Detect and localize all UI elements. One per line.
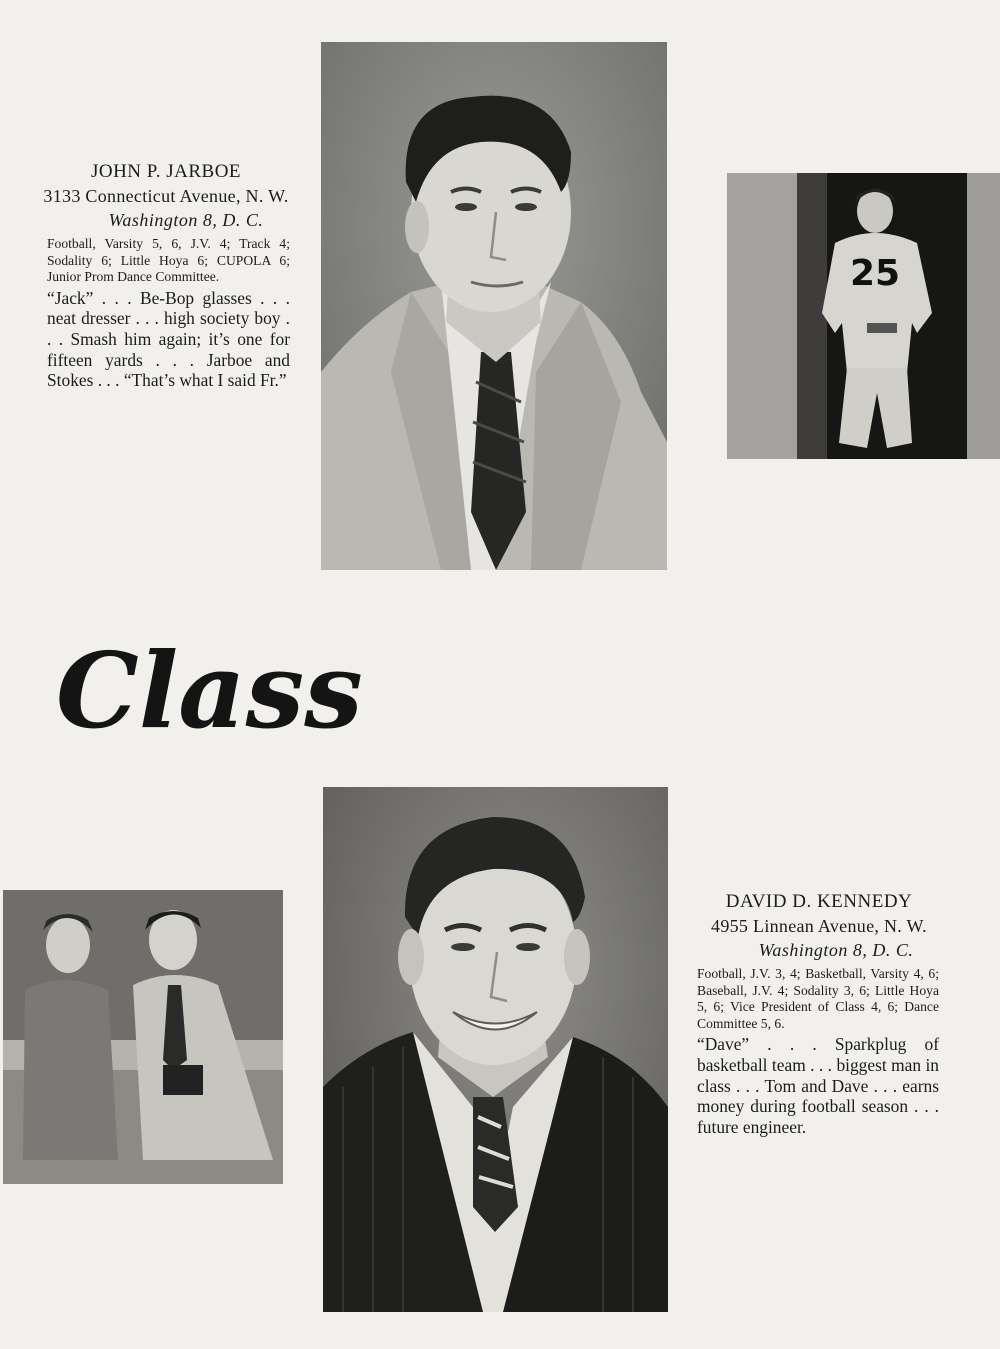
personal-remarks: “Dave” . . . Sparkplug of basketball team . . . biggest man in class . . . Tom and Dave . . . earns money during football season . . . future engineer. <box>697 1034 939 1137</box>
street-address: 3133 Connecticut Avenue, N. W. <box>43 186 289 206</box>
student-name: JOHN P. JARBOE <box>90 161 242 182</box>
personal-remarks: “Jack” . . . Be-Bop glasses . . . neat dresser . . . high society boy . . . Smash him again; it’s one for fifteen yards . . . Jarboe and Stokes . . . “That’s what I said Fr.” <box>47 287 290 391</box>
jarboe-portrait-photo <box>321 42 667 570</box>
street-address: 4955 Linnean Avenue, N. W. <box>711 916 927 936</box>
football-player-photo <box>727 173 1000 459</box>
kennedy-bio <box>693 890 945 1137</box>
activities-list: Football, Varsity 5, 6, J.V. 4; Track 4; Sodality 6; Little Hoya 6; CUPOLA 6; Junior Prom Dance Committee. <box>47 236 290 285</box>
candid-two-students-photo <box>3 890 283 1184</box>
activities-list: Football, J.V. 3, 4; Basketball, Varsity 4, 6; Baseball, J.V. 4; Sodality 3, 6; Little Hoya 5, 6; Vice President of Class 4, 6; Dance Committee 5, 6. <box>697 966 939 1031</box>
jarboe-bio <box>30 160 302 391</box>
jersey-number: 25 <box>849 253 901 294</box>
class-heading-text: Class <box>56 629 363 752</box>
city-line: Washington 8, D. C. <box>108 210 264 230</box>
class-heading <box>52 622 363 752</box>
city-line: Washington 8, D. C. <box>758 940 914 960</box>
kennedy-portrait-photo <box>323 787 668 1312</box>
student-name: DAVID D. KENNEDY <box>725 891 913 912</box>
